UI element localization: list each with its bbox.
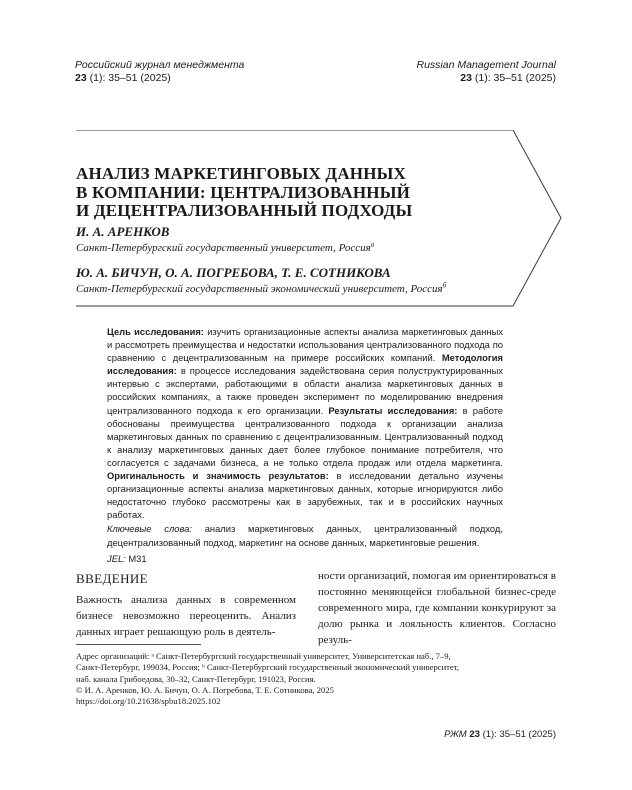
methodology-text: в процессе исследования задействована серия полуструктурированных интервью с экспертами, работающими в области анализа маркетинговых данных в российских компаниях, а также проведен эксперимент по моделированию внедрения централизованного подхода к его организации. (107, 365, 503, 416)
issue-info-right (417, 72, 557, 85)
volume-number: 23 (75, 71, 87, 84)
findings-label: Результаты исследования: (328, 404, 458, 416)
title-line: В КОМПАНИИ: ЦЕНТРАЛИЗОВАННЫЙ (76, 182, 411, 202)
originality-text: в исследовании детально изучены организационные аспекты анализа маркетинговых данных, которые игнорируются либо недостаточно глубоко рассмотрены как в зарубежных, так и в российских научных работах. (107, 470, 503, 521)
keywords-label: Ключевые слова: (107, 523, 192, 535)
page-footer (444, 729, 556, 740)
author-affiliation-1 (76, 242, 374, 255)
jel-label: JEL: (107, 552, 126, 564)
author-names-1: И. А. АРЕНКОВ (76, 224, 170, 239)
section-heading: ВВЕДЕНИЕ (76, 571, 149, 586)
issue-info-left (75, 72, 244, 85)
abstract (107, 325, 503, 565)
findings-text: в работе обоснованы преимущества централизованного подхода к организации анализа маркетинговых данных по сравнению с децентрализованным. Централизованный подход к анализу маркетинговых данных дает более глубокое понимание потребителя, что согласуется с задачами бизнеса, а не только отдела продаж или отдела маркетинга. (107, 404, 503, 468)
keywords (107, 522, 503, 548)
volume-number: 23 (460, 71, 472, 84)
originality-label: Оригинальность и значимость результатов: (107, 470, 329, 482)
affiliation-text: Санкт-Петербургский государственный экономический университет, Россия (76, 283, 443, 295)
running-header-right (417, 59, 557, 84)
footnote-line: наб. канала Грибоедова, 30–32, Санкт-Петербург, 191023, Россия. (76, 673, 316, 684)
affiliation-text: Санкт-Петербургский государственный университет, Россия (76, 242, 371, 254)
affiliation-mark: a (370, 240, 375, 249)
footnote-line: © И. А. Аренков, Ю. А. Бичун, О. А. Погребова, Т. Е. Сотникова, 2025 (76, 684, 334, 695)
intro-left-column: Важность анализа данных в современном бизнесе невозможно переоценить. Анализ данных играет решающую роль в деятель- (76, 594, 296, 638)
author-affiliation-2 (76, 283, 446, 296)
footnote-divider (76, 644, 201, 645)
title-line: АНАЛИЗ МАРКЕТИНГОВЫХ ДАННЫХ (76, 164, 407, 183)
footer-volume: 23 (469, 729, 480, 740)
doi-link[interactable]: https://doi.org/10.21638/spbu18.2025.102 (76, 696, 221, 707)
abstract-body (107, 325, 503, 521)
footer-issue-pages: (1): 35–51 (2025) (482, 729, 556, 740)
title-line: И ДЕЦЕНТРАЛИЗОВАННЫЙ ПОДХОДЫ (76, 201, 413, 220)
methodology-label: Методология исследования: (107, 352, 503, 377)
author-names-2: Ю. А. БИЧУН, О. А. ПОГРЕБОВА, Т. Е. СОТНИКОВА (76, 265, 391, 280)
affiliation-mark: б (442, 281, 447, 290)
intro-right-column: ности организаций, помогая им ориентироваться в постоянно меняющейся глобальной бизнес-среде современного мира, где компании конкурируют за долю рынка и лояльность клиентов. Согласно резуль- (318, 570, 556, 646)
purpose-label: Цель исследования: (107, 326, 204, 337)
article-title (76, 165, 516, 221)
jel-text: M31 (128, 552, 147, 564)
issue-pages: (1): 35–51 (2025) (474, 71, 556, 84)
issue-pages: (1): 35–51 (2025) (89, 71, 171, 84)
journal-title-ru: Российский журнал менеджмента (75, 59, 245, 71)
journal-title-en: Russian Management Journal (416, 59, 556, 71)
footnote (76, 651, 556, 707)
purpose-text: изучить организационные аспекты анализа маркетинговых данных и рассмотреть преимущества и недостатки использования централизованного подхода по сравнению с децентрализованным на примере российских компаний. (107, 326, 503, 364)
journal-abbr: РЖМ (444, 729, 467, 740)
keywords-text: анализ маркетинговых данных, централизованный подход, децентрализованный подход, маркетинг на основе данных, маркетинговые решения. (107, 523, 503, 548)
jel-codes (107, 552, 503, 565)
footnote-line: Санкт-Петербург, 199034, Россия; ᵇ Санкт-Петербургский государственный экономический университет, (76, 662, 459, 673)
footnote-line: Адрес организаций: ᵃ Санкт-Петербургский государственный университет, Университетская наб., 7–9, (76, 651, 451, 661)
running-header-left (75, 59, 244, 84)
